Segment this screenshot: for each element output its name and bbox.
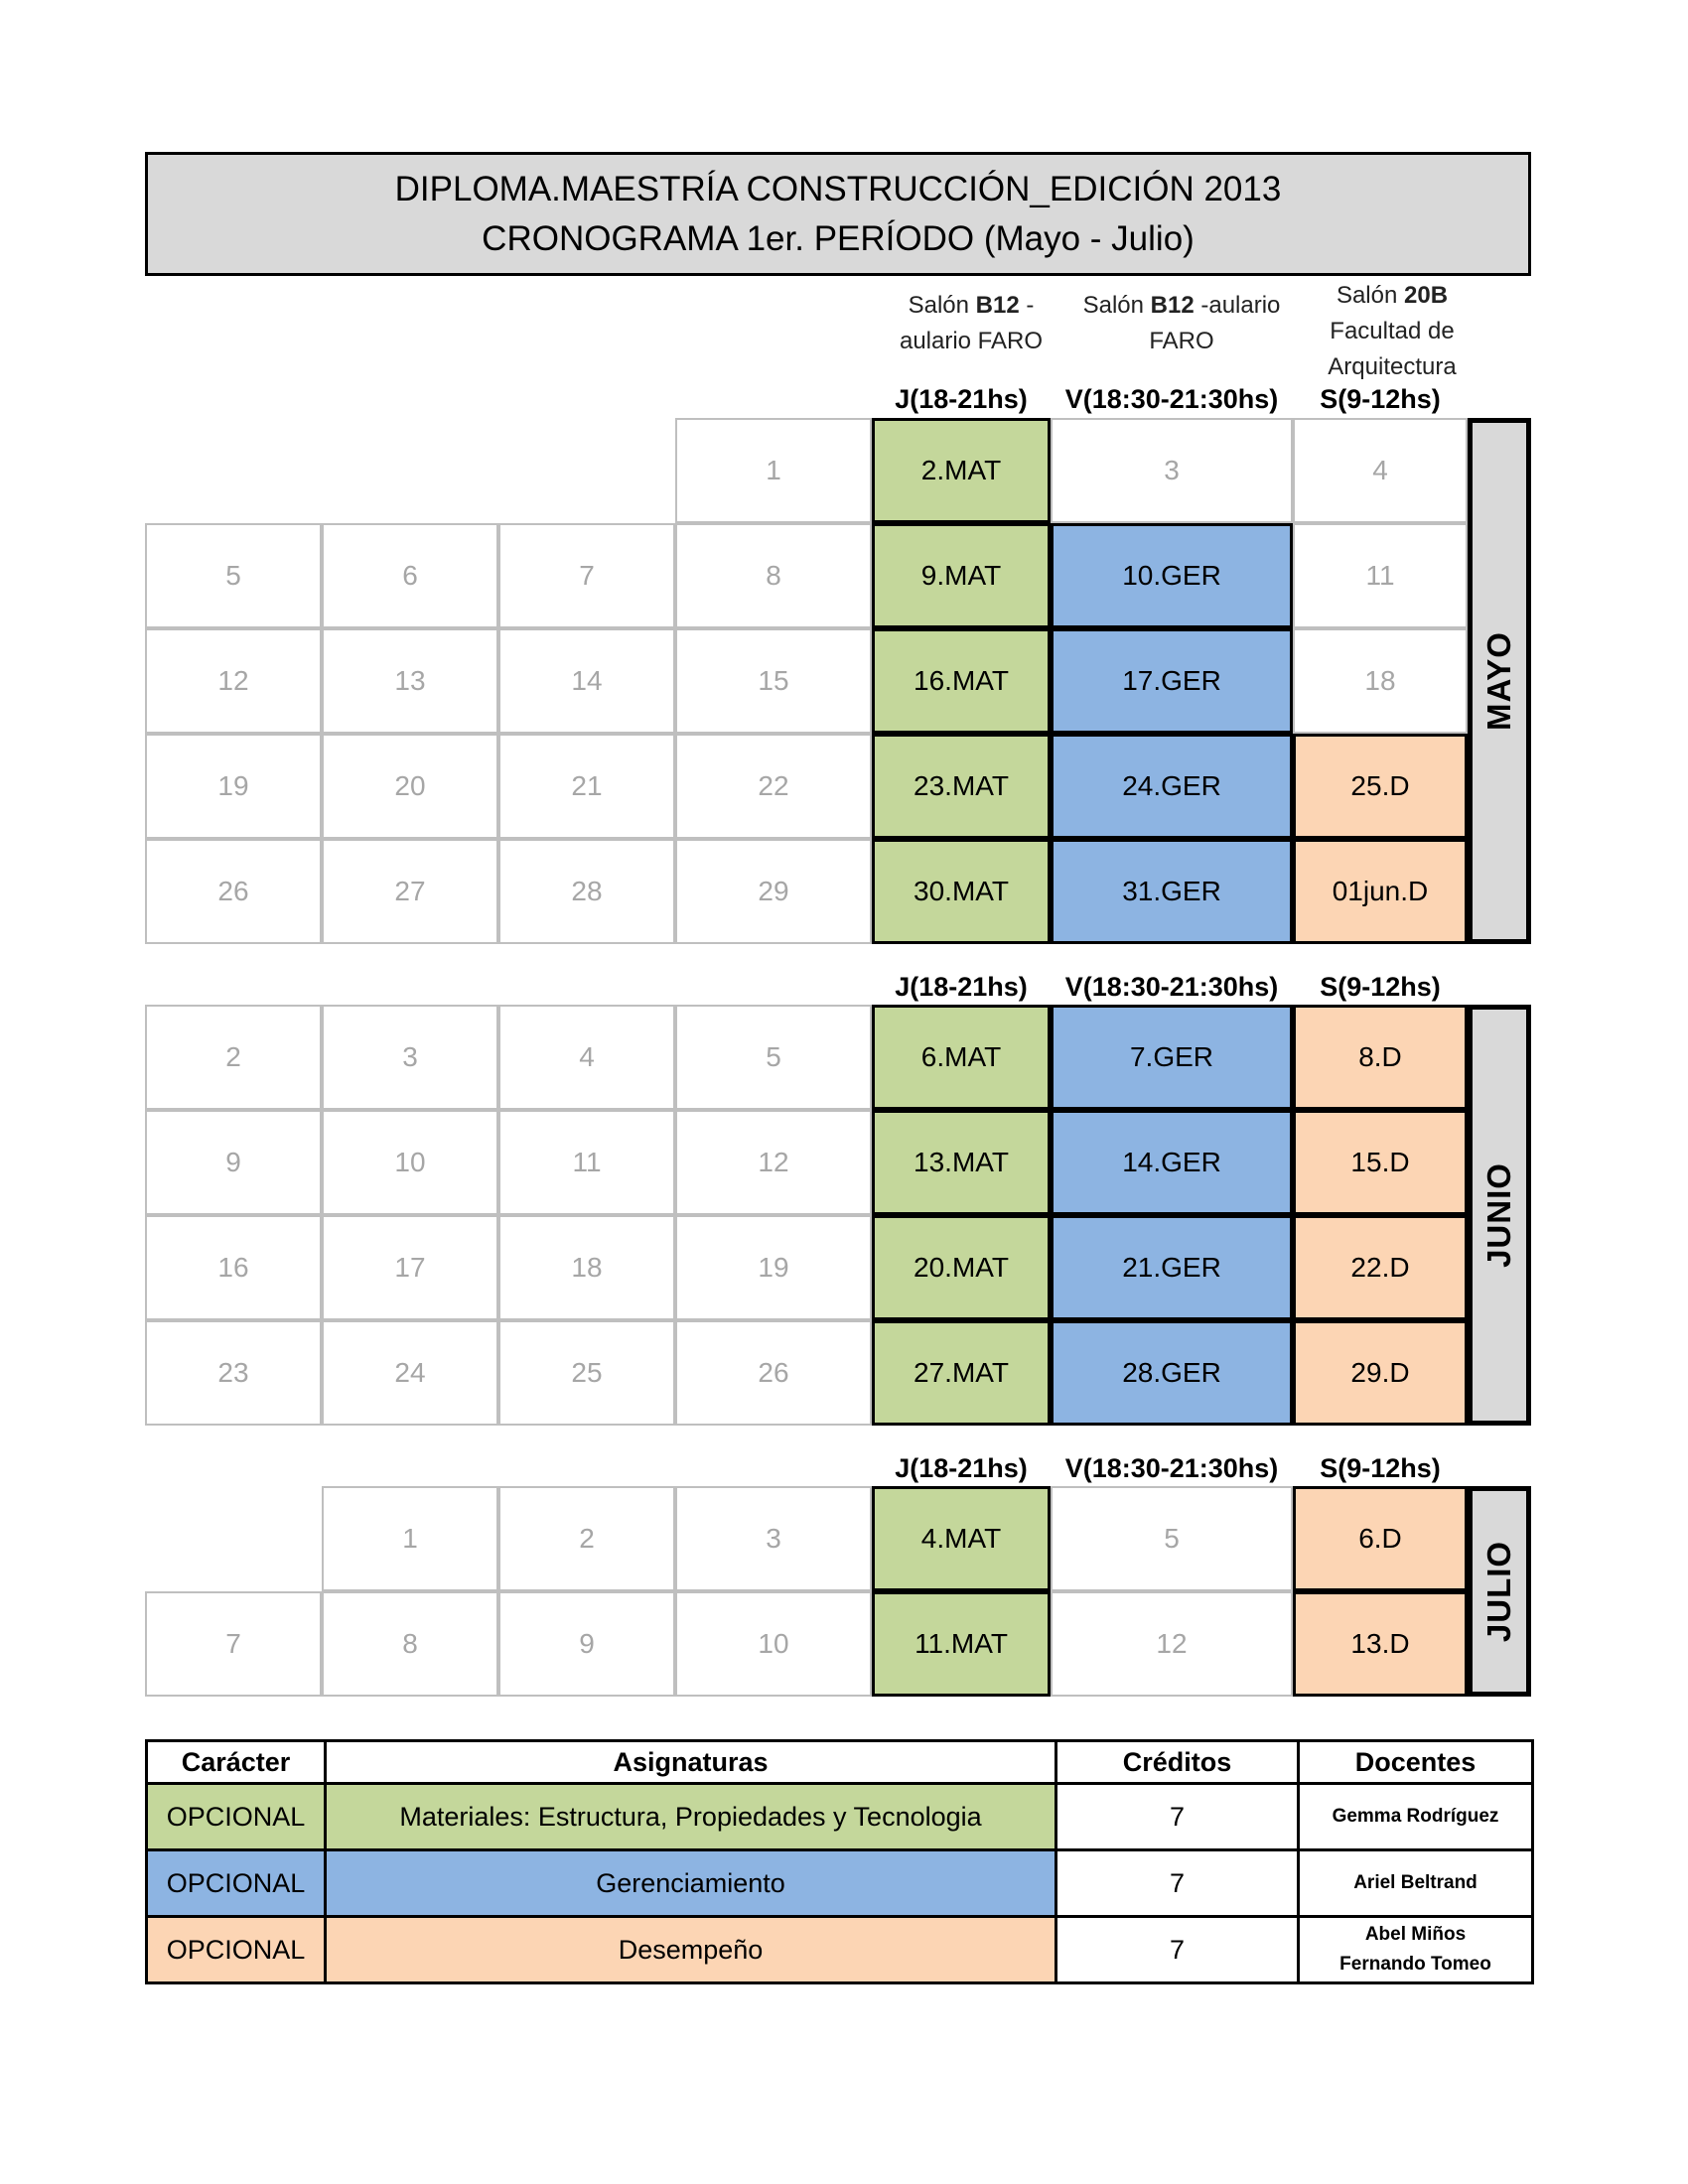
calendar-day: 27.MAT — [872, 1320, 1051, 1426]
calendar-day: 20 — [322, 734, 498, 839]
calendar-day: 19 — [145, 734, 322, 839]
calendar-day: 17 — [322, 1215, 498, 1320]
calendar-day: 2.MAT — [872, 418, 1051, 523]
asignatura-cell: Gerenciamiento — [326, 1850, 1056, 1917]
calendar-day: 2 — [498, 1486, 675, 1591]
page-title — [145, 152, 1531, 276]
calendar-day: 18 — [1293, 628, 1468, 734]
creditos-cell: 7 — [1056, 1850, 1299, 1917]
header-docentes: Docentes — [1299, 1741, 1533, 1784]
calendar-day: 8.D — [1293, 1005, 1468, 1110]
asignatura-cell: Desempeño — [326, 1917, 1056, 1983]
calendar-day: 5 — [675, 1005, 872, 1110]
calendar-day: 12 — [675, 1110, 872, 1215]
calendar-day: 28.GER — [1051, 1320, 1293, 1426]
calendar-day: 11 — [498, 1110, 675, 1215]
calendar-day: 18 — [498, 1215, 675, 1320]
calendar-day: 20.MAT — [872, 1215, 1051, 1320]
calendar-day: 8 — [322, 1591, 498, 1697]
caracter-cell: OPCIONAL — [147, 1850, 326, 1917]
header-creditos: Créditos — [1056, 1741, 1299, 1784]
calendar-day: 10 — [675, 1591, 872, 1697]
calendar-day: 13.MAT — [872, 1110, 1051, 1215]
calendar-day: 26 — [675, 1320, 872, 1426]
slot-header-fri: V(18:30-21:30hs) — [1064, 972, 1279, 1002]
calendar-day: 10 — [322, 1110, 498, 1215]
calendar-day: 7.GER — [1051, 1005, 1293, 1110]
calendar-day: 29 — [675, 839, 872, 944]
calendar-day: 26 — [145, 839, 322, 944]
caracter-cell: OPCIONAL — [147, 1784, 326, 1850]
calendar-day: 24 — [322, 1320, 498, 1426]
slot-header-fri: V(18:30-21:30hs) — [1064, 1453, 1279, 1483]
calendar-day: 16 — [145, 1215, 322, 1320]
slot-header-sat: S(9-12hs) — [1320, 384, 1441, 414]
calendar-day: 21.GER — [1051, 1215, 1293, 1320]
calendar-day: 28 — [498, 839, 675, 944]
calendar-day: 25 — [498, 1320, 675, 1426]
calendar-day: 11 — [1293, 523, 1468, 628]
legend-table — [145, 1739, 1534, 1984]
docentes-cell: Gemma Rodríguez — [1299, 1784, 1533, 1850]
calendar-day: 13 — [322, 628, 498, 734]
title-line-1: DIPLOMA.MAESTRÍA CONSTRUCCIÓN_EDICIÓN 2013 — [394, 170, 1282, 208]
calendar-day: 19 — [675, 1215, 872, 1320]
calendar-day: 3 — [675, 1486, 872, 1591]
calendar-day: 5 — [1051, 1486, 1293, 1591]
calendar-day: 4 — [498, 1005, 675, 1110]
room-saturday: Salón 20B Facultad de Arquitectura — [1328, 282, 1457, 380]
creditos-cell: 7 — [1056, 1917, 1299, 1983]
month-name: JUNIO — [1480, 1162, 1518, 1268]
slot-header-thu: J(18-21hs) — [895, 972, 1028, 1002]
month-name: MAYO — [1480, 631, 1518, 731]
calendar-day: 13.D — [1293, 1591, 1468, 1697]
calendar-day: 9 — [145, 1110, 322, 1215]
calendar-day: 9 — [498, 1591, 675, 1697]
calendar-day: 01jun.D — [1293, 839, 1468, 944]
calendar-day: 31.GER — [1051, 839, 1293, 944]
calendar-day: 4 — [1293, 418, 1468, 523]
title-line-2: CRONOGRAMA 1er. PERÍODO (Mayo - Julio) — [482, 219, 1195, 258]
slot-header-thu: J(18-21hs) — [895, 384, 1028, 414]
calendar-day: 10.GER — [1051, 523, 1293, 628]
calendar-day: 11.MAT — [872, 1591, 1051, 1697]
calendar-day: 24.GER — [1051, 734, 1293, 839]
slot-header-thu: J(18-21hs) — [895, 1453, 1028, 1483]
slot-header-sat: S(9-12hs) — [1320, 1453, 1441, 1483]
calendar-day: 6.MAT — [872, 1005, 1051, 1110]
month-name: JULIO — [1480, 1540, 1517, 1643]
creditos-cell: 7 — [1056, 1784, 1299, 1850]
calendar-day: 29.D — [1293, 1320, 1468, 1426]
month-label-mayo — [1468, 418, 1531, 944]
calendar-day: 1 — [322, 1486, 498, 1591]
calendar-day: 22.D — [1293, 1215, 1468, 1320]
calendar-day: 23.MAT — [872, 734, 1051, 839]
caracter-cell: OPCIONAL — [147, 1917, 326, 1983]
calendar-day: 2 — [145, 1005, 322, 1110]
slot-header-fri: V(18:30-21:30hs) — [1064, 384, 1279, 414]
calendar-day: 4.MAT — [872, 1486, 1051, 1591]
calendar-day: 6.D — [1293, 1486, 1468, 1591]
calendar-day: 30.MAT — [872, 839, 1051, 944]
calendar-day: 7 — [498, 523, 675, 628]
legend-row-gerenciamiento — [147, 1850, 1533, 1917]
calendar-day: 15 — [675, 628, 872, 734]
calendar-day: 25.D — [1293, 734, 1468, 839]
month-label-junio — [1468, 1005, 1531, 1426]
calendar-day: 3 — [1051, 418, 1293, 523]
calendar-day: 3 — [322, 1005, 498, 1110]
calendar-day: 27 — [322, 839, 498, 944]
legend-row-materiales — [147, 1784, 1533, 1850]
calendar-day: 22 — [675, 734, 872, 839]
docentes-cell: Ariel Beltrand — [1299, 1850, 1533, 1917]
calendar-day: 5 — [145, 523, 322, 628]
calendar-day: 12 — [145, 628, 322, 734]
calendar-day: 21 — [498, 734, 675, 839]
calendar-day: 6 — [322, 523, 498, 628]
calendar-day: 15.D — [1293, 1110, 1468, 1215]
calendar-day: 7 — [145, 1591, 322, 1697]
header-caracter: Carácter — [147, 1741, 326, 1784]
calendar-day: 9.MAT — [872, 523, 1051, 628]
month-label-julio — [1468, 1486, 1531, 1697]
calendar-day: 16.MAT — [872, 628, 1051, 734]
calendar-day: 14.GER — [1051, 1110, 1293, 1215]
legend-row-desempeno — [147, 1917, 1533, 1983]
calendar-day: 23 — [145, 1320, 322, 1426]
calendar-day: 14 — [498, 628, 675, 734]
calendar-day: 12 — [1051, 1591, 1293, 1697]
header-asignaturas: Asignaturas — [326, 1741, 1056, 1784]
calendar-day: 17.GER — [1051, 628, 1293, 734]
calendar-day: 8 — [675, 523, 872, 628]
room-friday: Salón B12 -aulario FARO — [1082, 292, 1281, 354]
calendar-day: 1 — [675, 418, 872, 523]
slot-header-sat: S(9-12hs) — [1320, 972, 1441, 1002]
asignatura-cell: Materiales: Estructura, Propiedades y Tecnologia — [326, 1784, 1056, 1850]
docentes-cell: Abel Miños Fernando Tomeo — [1299, 1917, 1533, 1983]
room-thursday: Salón B12 - aulario FARO — [899, 292, 1044, 354]
